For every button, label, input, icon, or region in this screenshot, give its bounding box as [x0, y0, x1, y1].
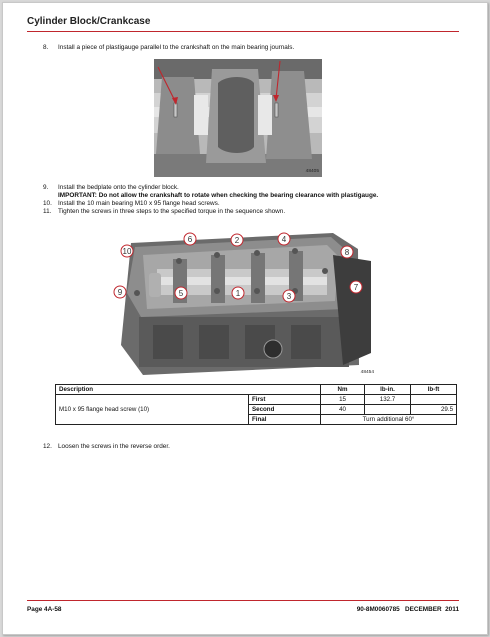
step-text: Install the bedplate onto the cylinder block.	[58, 184, 179, 191]
stage-label: First	[249, 395, 321, 405]
value-lbin: 132.7	[365, 395, 411, 405]
step-number: 10.	[43, 200, 52, 207]
value-lbft: 29.5	[411, 405, 457, 415]
callout-5	[175, 287, 187, 299]
callout-6	[184, 233, 196, 245]
svg-text:4: 4	[281, 235, 287, 244]
figure-number: 48405	[305, 169, 319, 174]
important-text: Do not allow the crankshaft to rotate when checking the bearing clearance with plastigauge.	[98, 192, 379, 199]
value-final: Turn additional 60°	[321, 415, 457, 425]
step-text: Loosen the screws in the reverse order.	[58, 443, 170, 450]
svg-text:8: 8	[344, 248, 350, 257]
step-text: Install a piece of plastigauge parallel to the crankshaft on the main bearing journals.	[58, 44, 295, 51]
footer-rule	[27, 600, 459, 601]
torque-spec-table	[55, 384, 457, 425]
callout-4	[278, 233, 290, 245]
section-header: Cylinder Block/Crankcase	[27, 16, 151, 27]
figure-torque-sequence	[113, 225, 376, 377]
header-description: Description	[56, 385, 321, 395]
callout-1	[232, 287, 244, 299]
svg-text:1: 1	[235, 289, 241, 298]
svg-text:3: 3	[286, 292, 292, 301]
step-number: 11.	[43, 208, 52, 215]
callout-layer	[113, 225, 376, 377]
figure-number: 48454	[360, 370, 374, 375]
svg-text:6: 6	[187, 235, 193, 244]
header-lbft: lb-ft	[411, 385, 457, 395]
value-lbin	[365, 405, 411, 415]
svg-text:9: 9	[117, 288, 123, 297]
important-label: IMPORTANT:	[58, 192, 97, 199]
svg-text:7: 7	[353, 283, 359, 292]
callout-9	[114, 286, 126, 298]
table-row	[56, 395, 457, 405]
header-lbin: lb-in.	[365, 385, 411, 395]
stage-label: Final	[249, 415, 321, 425]
svg-text:5: 5	[178, 289, 184, 298]
callout-3	[283, 290, 295, 302]
figure-crankshaft-plastigauge	[154, 59, 322, 177]
step-text: Tighten the screws in three steps to the specified torque in the sequence shown.	[58, 208, 286, 215]
step-number: 12.	[43, 443, 52, 450]
page-number: Page 4A-58	[27, 606, 62, 613]
fastener-description: M10 x 95 flange head screw (10)	[56, 395, 249, 425]
table-header-row	[56, 385, 457, 395]
callout-8	[341, 246, 353, 258]
step-text: Install the 10 main bearing M10 x 95 flange head screws.	[58, 200, 220, 207]
manual-page	[2, 2, 488, 635]
crankshaft-illustration	[154, 59, 322, 177]
callout-10	[121, 245, 133, 257]
document-number: 90-8M0060785 DECEMBER 2011	[356, 606, 459, 613]
step-number: 9.	[43, 184, 49, 191]
stage-label: Second	[249, 405, 321, 415]
step-number: 8.	[43, 44, 49, 51]
callout-7	[350, 281, 362, 293]
header-rule	[27, 31, 459, 32]
value-lbft	[411, 395, 457, 405]
value-nm: 40	[321, 405, 365, 415]
value-nm: 15	[321, 395, 365, 405]
svg-text:2: 2	[234, 236, 240, 245]
header-nm: Nm	[321, 385, 365, 395]
svg-text:10: 10	[122, 247, 132, 256]
callout-2	[231, 234, 243, 246]
